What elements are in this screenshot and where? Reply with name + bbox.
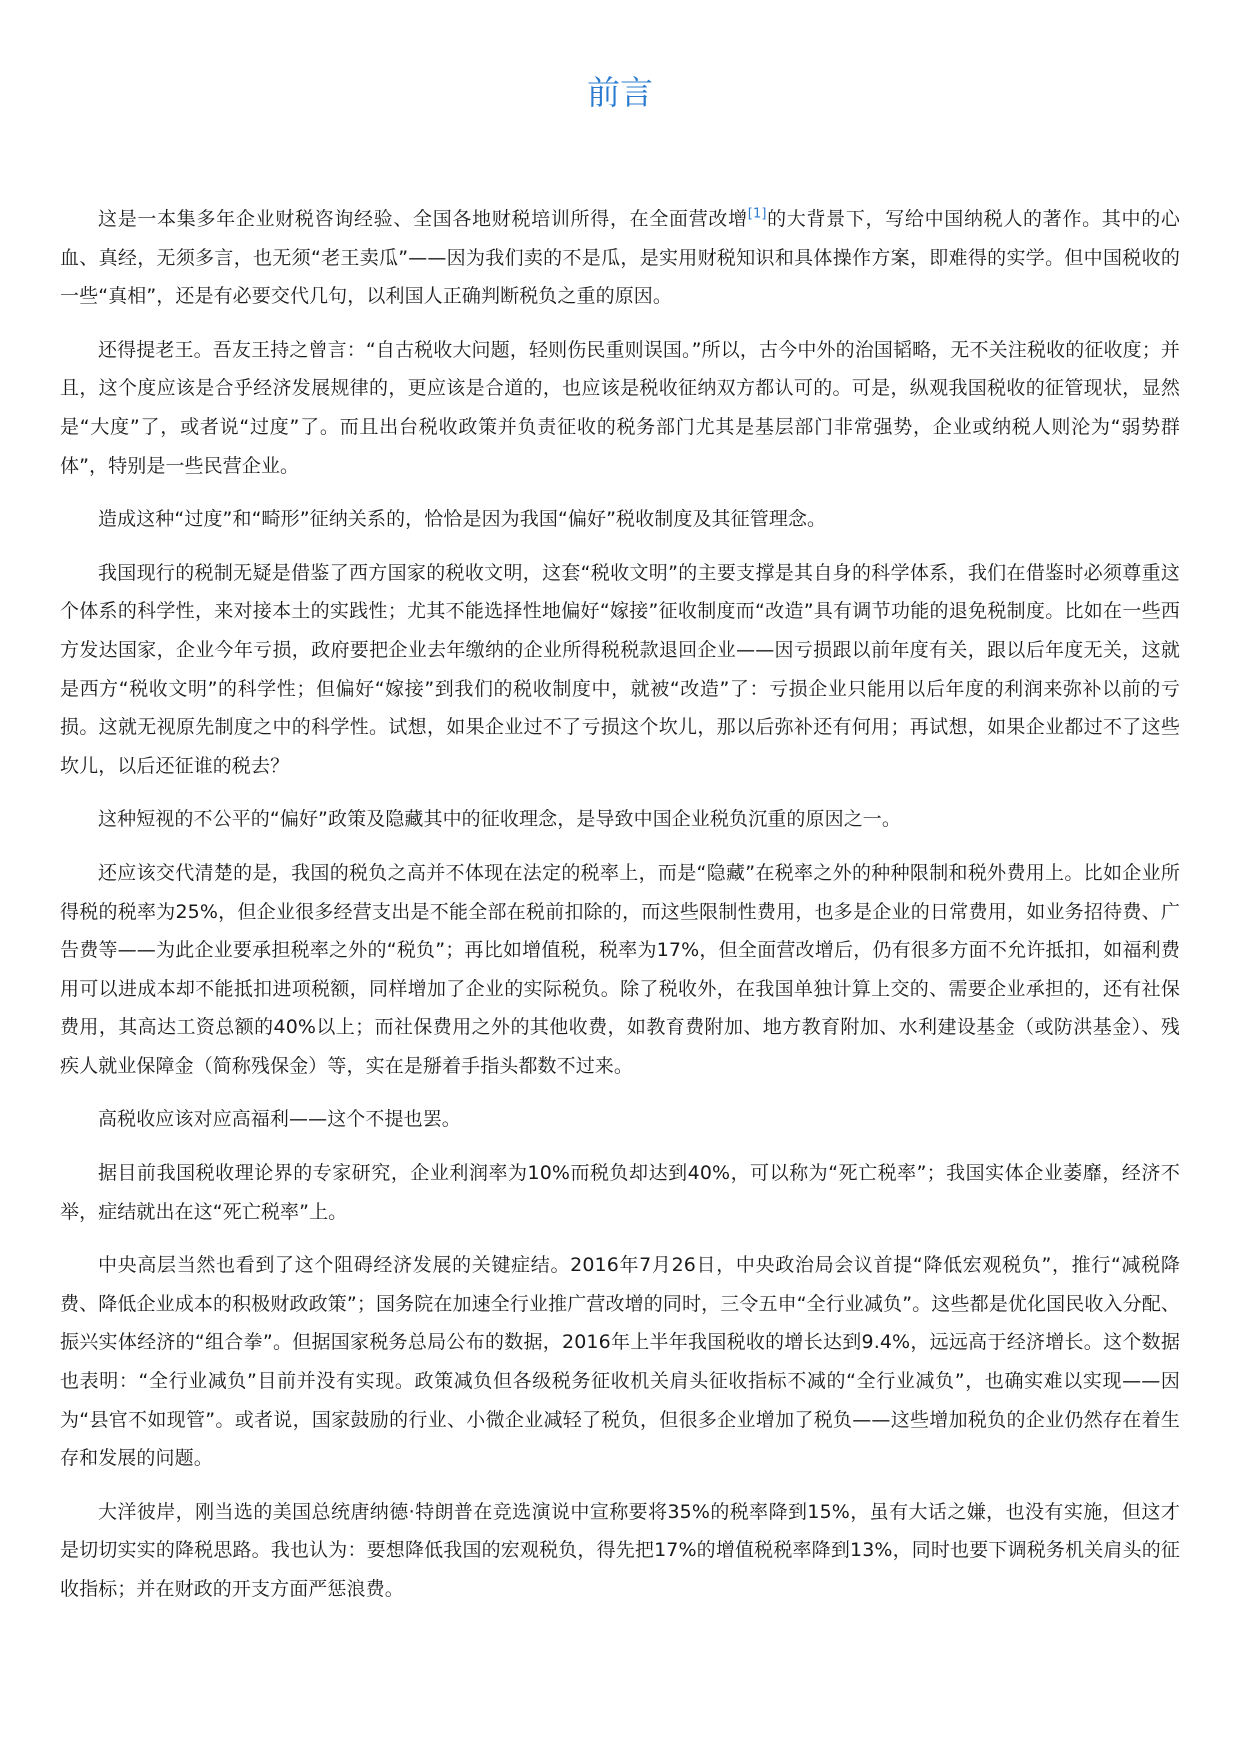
paragraph-1-lead: 这是一本集多年企业财税咨询经验、全国各地财税培训所得，在全面营改增	[98, 208, 748, 230]
paragraph-6: 还应该交代清楚的是，我国的税负之高并不体现在法定的税率上，而是“隐藏”在税率之外的种种限制和税外费用上。比如企业所得税的税率为25%，但企业很多经营支出是不能全部在税前扣除的，而这些限制性费用，也多是企业的日常费用，如业务招待费、广告费等——为此企业要承担税率之外的“税负”；再比如增值税，税率为17%，但全面营改增后，仍有很多方面不允许抵扣，如福利费用可以进成本却不能抵扣进项税额，同样增加了企业的实际税负。除了税收外，在我国单独计算上交的、需要企业承担的，还有社保费用，其高达工资总额的40%以上；而社保费用之外的其他收费，如教育费附加、地方教育附加、水利建设基金（或防洪基金）、残疾人就业保障金（简称残保金）等，实在是掰着手指头都数不过来。	[60, 861, 1180, 1077]
page-title: 前言	[587, 73, 653, 112]
paragraph-9: 中央高层当然也看到了这个阻碍经济发展的关键症结。2016年7月26日，中央政治局会议首提“降低宏观税负”，推行“减税降费、降低企业成本的积极财政政策”；国务院在加速全行业推广营改增的同时，三令五申“全行业减负”。这些都是优化国民收入分配、振兴实体经济的“组合拳”。但据国家税务总局公布的数据，2016年上半年我国税收的增长达到9.4%，远远高于经济增长。这个数据也表明：“全行业减负”目前并没有实现。政策减负但各级税务征收机关肩头征收指标不减的“全行业减负”，也确实难以实现——因为“县官不如现管”。或者说，国家鼓励的行业、小微企业减轻了税负，但很多企业增加了税负——这些增加税负的企业仍然存在着生存和发展的问题。	[60, 1254, 1180, 1470]
paragraph-10: 大洋彼岸，刚当选的美国总统唐纳德·特朗普在竞选演说中宣称要将35%的税率降到15%，虽有大话之嫌，也没有实施，但这才是切切实实的降税思路。我也认为：要想降低我国的宏观税负，得先把17%的增值税税率降到13%，同时也要下调税务机关肩头的征收指标；并在财政的开支方面严惩浪费。	[60, 1500, 1180, 1600]
paragraph-8: 据目前我国税收理论界的专家研究，企业利润率为10%而税负却达到40%，可以称为“死亡税率”；我国实体企业萎靡，经济不举，症结就出在这“死亡税率”上。	[60, 1162, 1180, 1223]
paragraph-4: 我国现行的税制无疑是借鉴了西方国家的税收文明，这套“税收文明”的主要支撑是其自身的科学体系，我们在借鉴时必须尊重这个体系的科学性，来对接本土的实践性；尤其不能选择性地偏好“嫁接”征收制度而“改造”具有调节功能的退免税制度。比如在一些西方发达国家，企业今年亏损，政府要把企业去年缴纳的企业所得税税款退回企业——因亏损跟以前年度有关，跟以后年度无关，这就是西方“税收文明”的科学性；但偏好“嫁接”到我们的税收制度中，就被“改造”了：亏损企业只能用以后年度的利润来弥补以前的亏损。这就无视原先制度之中的科学性。试想，如果企业过不了亏损这个坎儿，那以后弥补还有何用；再试想，如果企业都过不了这些坎儿，以后还征谁的税去？	[60, 561, 1180, 777]
paragraph-2: 还得提老王。吾友王持之曾言：“自古税收大问题，轻则伤民重则误国。”所以，古今中外的治国韬略，无不关注税收的征收度；并且，这个度应该是合乎经济发展规律的，更应该是合道的，也应该是税收征纳双方都认可的。可是，纵观我国税收的征管现状，显然是“大度”了，或者说“过度”了。而且出台税收政策并负责征收的税务部门尤其是基层部门非常强势，企业或纳税人则沦为“弱势群体”，特别是一些民营企业。	[60, 338, 1180, 477]
paragraph-1-rest: 的大背景下，写给中国纳税人的著作。其中的心血、真经，无须多言，也无须“老王卖瓜”——因为我们卖的不是瓜，是实用财税知识和具体操作方案，即难得的实学。但中国税收的一些“真相”，还是有必要交代几句，以利国人正确判断税负之重的原因。	[60, 208, 1180, 308]
preface-body	[60, 200, 1180, 1624]
paragraph-1	[60, 200, 1180, 316]
footnote-link[interactable]: [1]	[747, 206, 767, 222]
paragraph-5: 这种短视的不公平的“偏好”政策及隐藏其中的征收理念，是导致中国企业税负沉重的原因之一。	[98, 808, 901, 831]
paragraph-7: 高税收应该对应高福利——这个不提也罢。	[98, 1108, 461, 1131]
paragraph-3: 造成这种“过度”和“畸形”征纳关系的，恰恰是因为我国“偏好”税收制度及其征管理念。	[98, 508, 827, 531]
